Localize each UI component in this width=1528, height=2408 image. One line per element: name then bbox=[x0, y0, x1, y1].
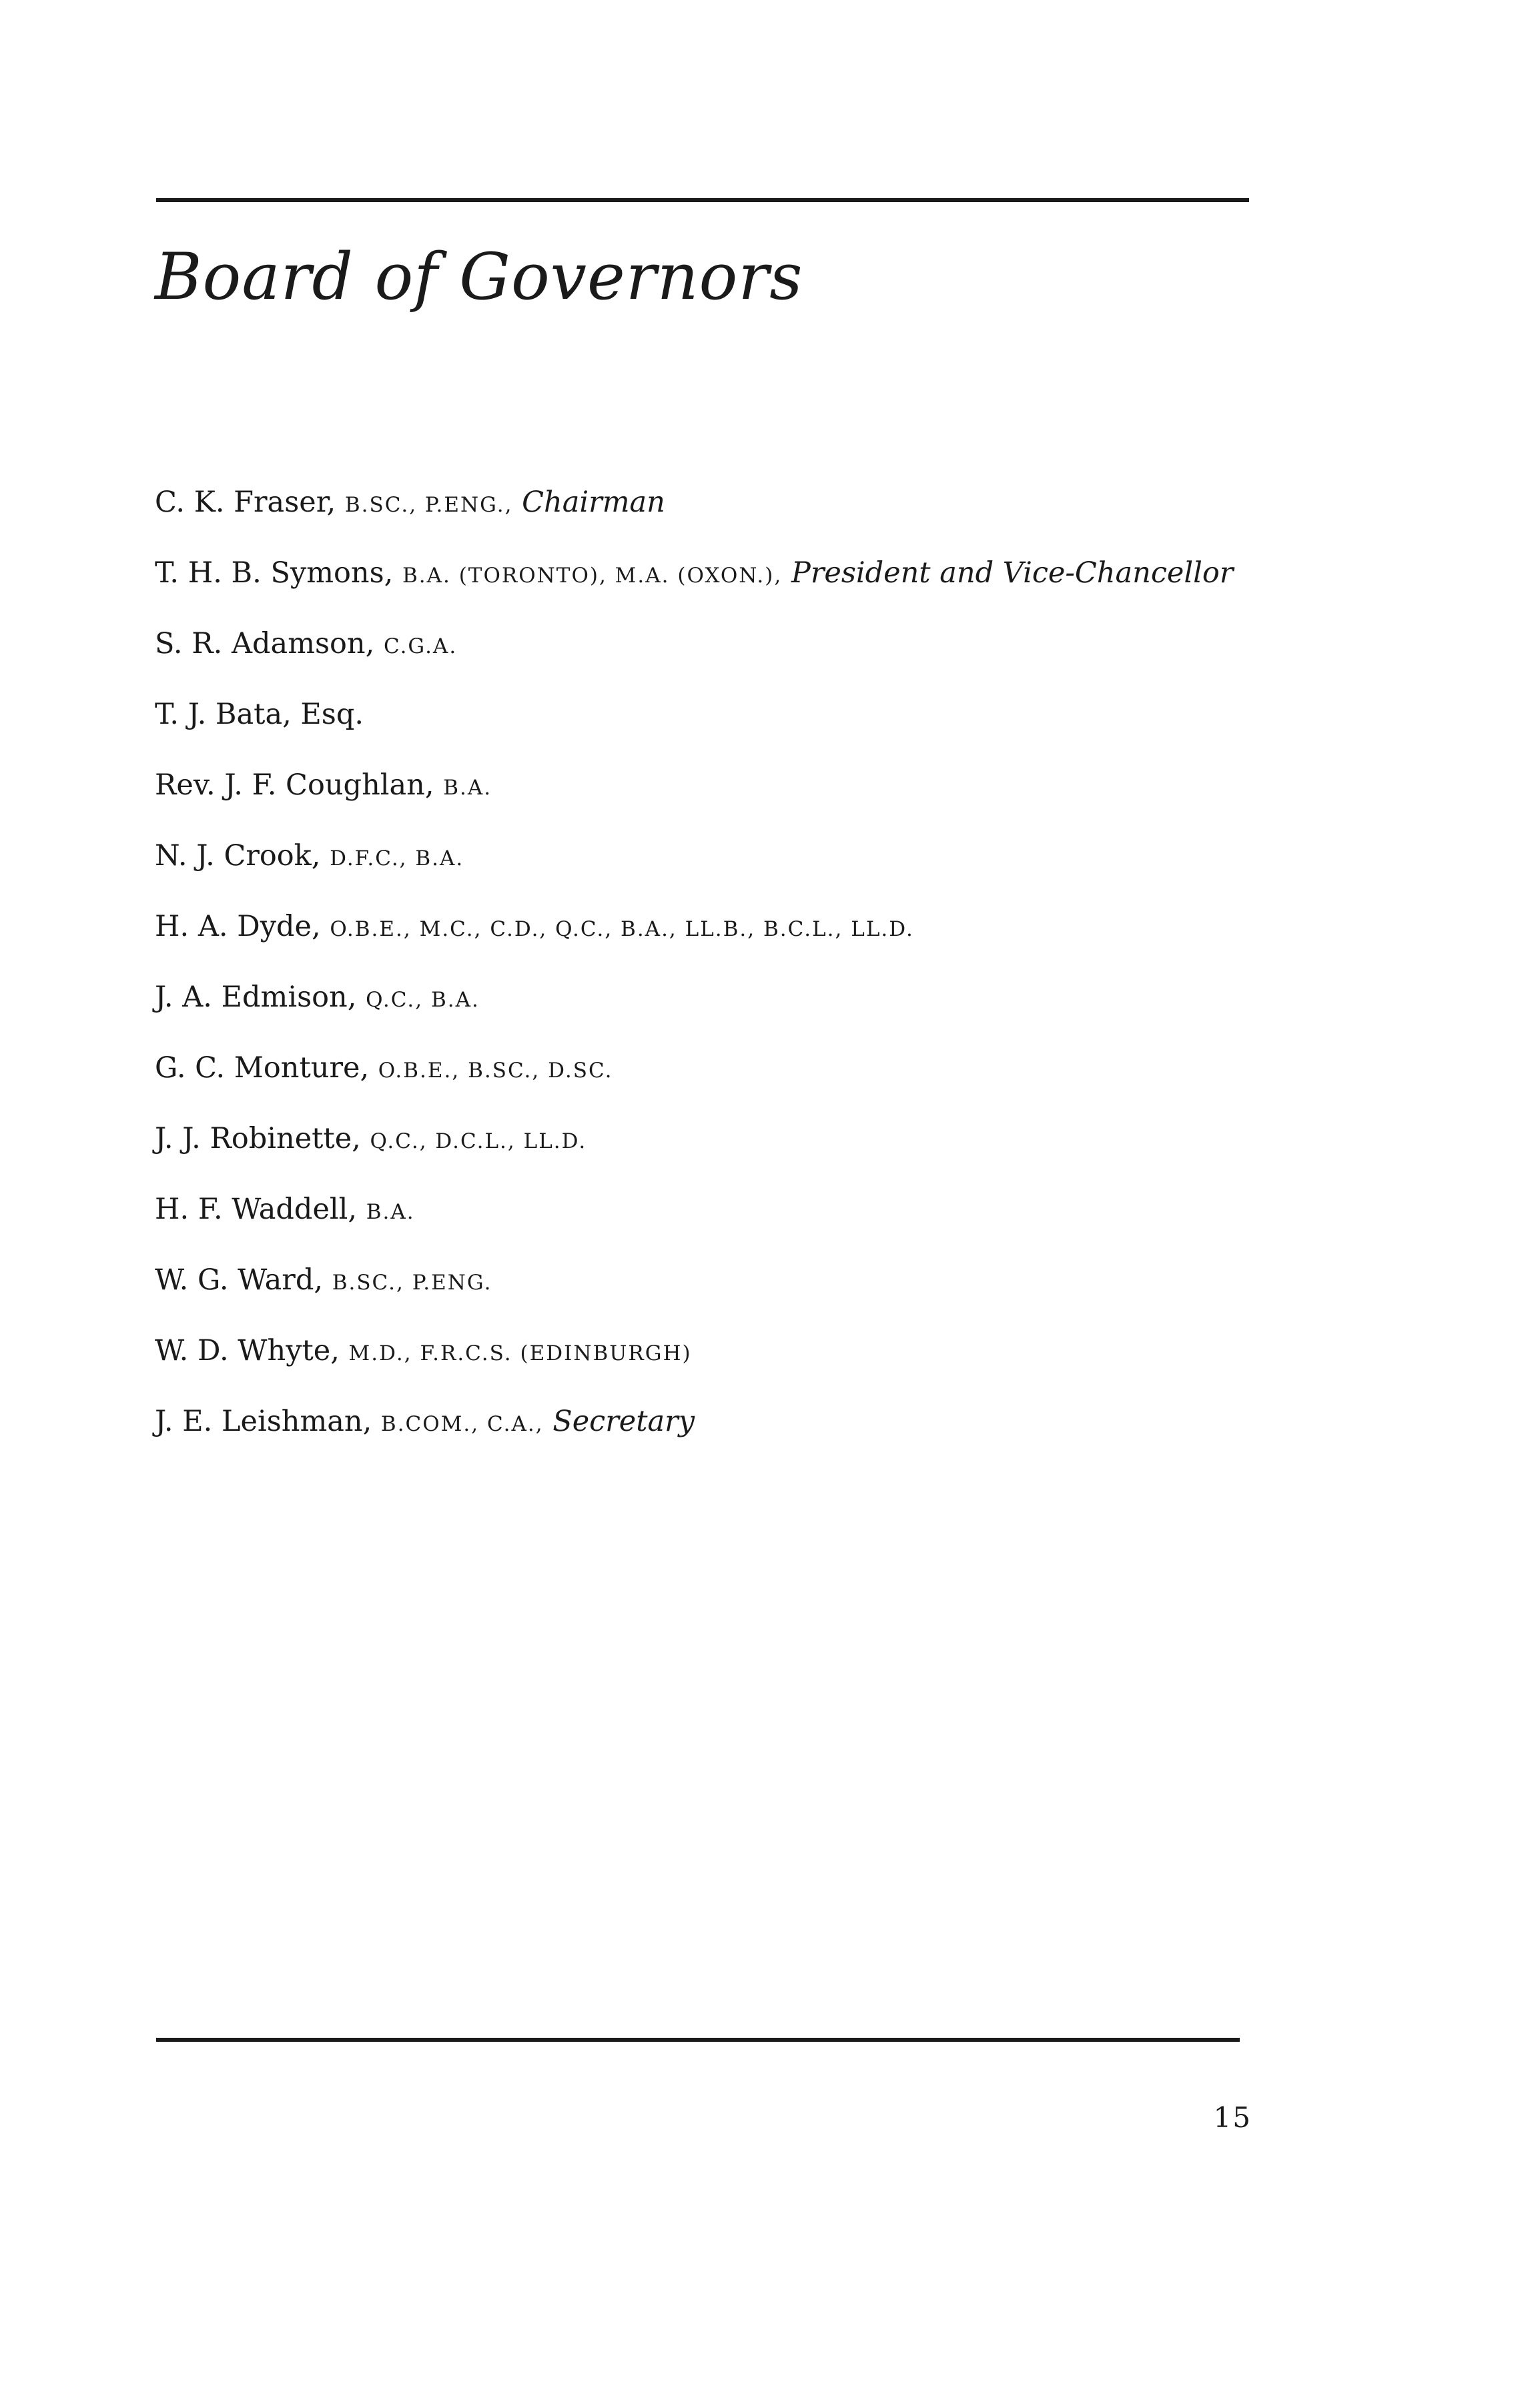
list-item bbox=[155, 546, 1356, 617]
member-name: G. C. Monture, bbox=[155, 1051, 378, 1085]
top-rule bbox=[156, 198, 1249, 202]
member-name: C. K. Fraser, bbox=[155, 486, 345, 519]
member-name: J. E. Leishman, bbox=[155, 1405, 381, 1438]
member-name: T. H. B. Symons, bbox=[155, 556, 402, 590]
member-name: W. G. Ward, bbox=[155, 1263, 332, 1297]
page-title: Board of Governors bbox=[155, 239, 803, 314]
list-item bbox=[155, 1324, 1356, 1395]
member-credentials: Q.C., B.A. bbox=[366, 988, 480, 1012]
member-name: S. R. Adamson, bbox=[155, 627, 384, 660]
list-item bbox=[155, 971, 1356, 1041]
list-item bbox=[155, 476, 1356, 546]
member-role: Chairman bbox=[512, 486, 665, 519]
member-credentials: O.B.E., B.SC., D.SC. bbox=[378, 1059, 613, 1083]
list-item bbox=[155, 688, 1356, 758]
list-item bbox=[155, 829, 1356, 900]
member-name: N. J. Crook, bbox=[155, 839, 330, 872]
member-name: Rev. J. F. Coughlan, bbox=[155, 768, 444, 802]
member-credentials: D.F.C., B.A. bbox=[330, 846, 464, 870]
member-name: T. J. Bata, Esq. bbox=[155, 698, 364, 731]
member-name: J. J. Robinette, bbox=[155, 1122, 370, 1155]
page-number: 15 bbox=[1213, 2101, 1252, 2134]
member-credentials: C.G.A. bbox=[383, 634, 458, 658]
member-credentials: B.SC., P.ENG. bbox=[332, 1271, 492, 1295]
member-name: H. A. Dyde, bbox=[155, 910, 330, 943]
member-name: H. F. Waddell, bbox=[155, 1193, 366, 1226]
member-list bbox=[155, 476, 1356, 1465]
member-credentials: M.D., F.R.C.S. (EDINBURGH) bbox=[348, 1341, 692, 1365]
list-item bbox=[155, 758, 1356, 829]
member-name: J. A. Edmison, bbox=[155, 981, 366, 1014]
member-credentials: Q.C., D.C.L., LL.D. bbox=[370, 1129, 587, 1153]
bottom-rule bbox=[156, 2038, 1240, 2042]
member-credentials: B.A. bbox=[443, 776, 492, 800]
member-name: W. D. Whyte, bbox=[155, 1334, 349, 1367]
list-item bbox=[155, 617, 1356, 688]
list-item bbox=[155, 1395, 1356, 1465]
list-item bbox=[155, 1183, 1356, 1253]
member-role: Secretary bbox=[543, 1405, 695, 1438]
member-credentials: B.A. bbox=[366, 1200, 415, 1224]
member-credentials: B.SC., P.ENG., bbox=[344, 493, 513, 517]
member-role: President and Vice-Chancellor bbox=[782, 556, 1234, 590]
member-credentials: O.B.E., M.C., C.D., Q.C., B.A., LL.B., B.C.L., LL.D. bbox=[330, 917, 914, 941]
list-item bbox=[155, 1041, 1356, 1112]
list-item bbox=[155, 1112, 1356, 1183]
list-item bbox=[155, 1253, 1356, 1324]
list-item bbox=[155, 900, 1356, 971]
member-credentials: B.COM., C.A., bbox=[380, 1412, 544, 1436]
member-credentials: B.A. (TORONTO), M.A. (OXON.), bbox=[402, 564, 783, 588]
